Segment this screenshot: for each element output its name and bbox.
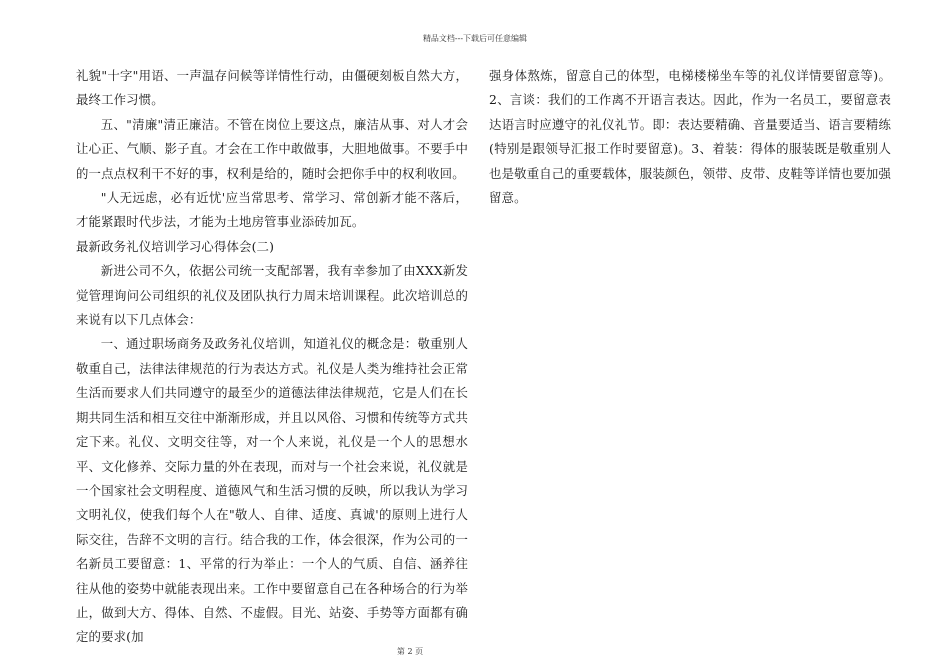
- paragraph-integrity: 五、"清廉"清正廉洁。不管在岗位上要这点，廉洁从事、对人才会让心正、气顺、影子直。才会在工作中敢做事，大胆地做事。不要手中的一点点权利干不好的事，权利是给的，随时会把你手中的权利收回。: [76, 116, 468, 181]
- right-column: [489, 64, 891, 210]
- paragraph-etiquette-training: 一、通过职场商务及政务礼仪培训，知道礼仪的概念是：敬重别人敬重自己，法律法律规范的行为表达方式。礼仪是人类为维持社会正常生活而要求人们共同遵守的最至少的道德法律法律规范，它是人们在长期共同生活和相互交往中渐渐形成，并且以风俗、习惯和传统等方式共定下来。礼仪、文明交往等，对一个人来说，礼仪是一个人的思想水平、文化修养、交际力量的外在表现，而对与一个社会来说，礼仪就是一个国家社会文明程度、道德风气和生活习惯的反映，所以我认为学习文明礼仪，使我们每个人在"敬人、自律、适度、真诚'的原则上进行人际交往，告辞不文明的言行。结合我的工作，体会很深，作为公司的一名新员工要留意：1、平常的行为举止：一个人的气质、自信、涵养往往从他的姿势中就能表现出来。工作中要留意自己在各种场合的行为举止，做到大方、得体、自然、不虚假。目光、站姿、手势等方面都有确定的要求(加: [76, 336, 468, 645]
- page-number: 第 2 页: [396, 647, 424, 656]
- paragraph-intro: 新进公司不久，依据公司统一支配部署，我有幸参加了由XXX新发觉管理询问公司组织的礼仪及团队执行力周末培训课程。此次培训总的来说有以下几点体会：: [76, 263, 468, 328]
- page-header: 精品文档---下载后可任意编辑: [422, 34, 528, 43]
- left-column: [76, 64, 468, 650]
- paragraph-courtesy-habits: 礼貌"十字"用语、一声温存问候等详情性行动，由僵硬刻板自然大方，最终工作习惯。: [76, 68, 468, 108]
- paragraph-foresight: "人无远虑，必有近忧'应当常思考、常学习、常创新才能不落后，才能紧跟时代步法，才能为土地房管事业添砖加瓦。: [76, 190, 468, 230]
- section-heading: 最新政务礼仪培训学习心得体会(二): [76, 238, 275, 254]
- paragraph-speech-attire: 强身体熬炼，留意自己的体型，电梯楼梯坐车等的礼仪详情要留意等)。2、言谈：我们的工作离不开语言表达。因此，作为一名员工，要留意表达语言时应遵守的礼仪礼节。即：表达要精确、音量要适当、语言要精练(特别是跟领导汇报工作时要留意)。3、着装：得体的服装既是敬重别人也是敬重自己的重要载体，服装颜色，领带、皮带、皮鞋等详情也要加强留意。: [489, 68, 891, 206]
